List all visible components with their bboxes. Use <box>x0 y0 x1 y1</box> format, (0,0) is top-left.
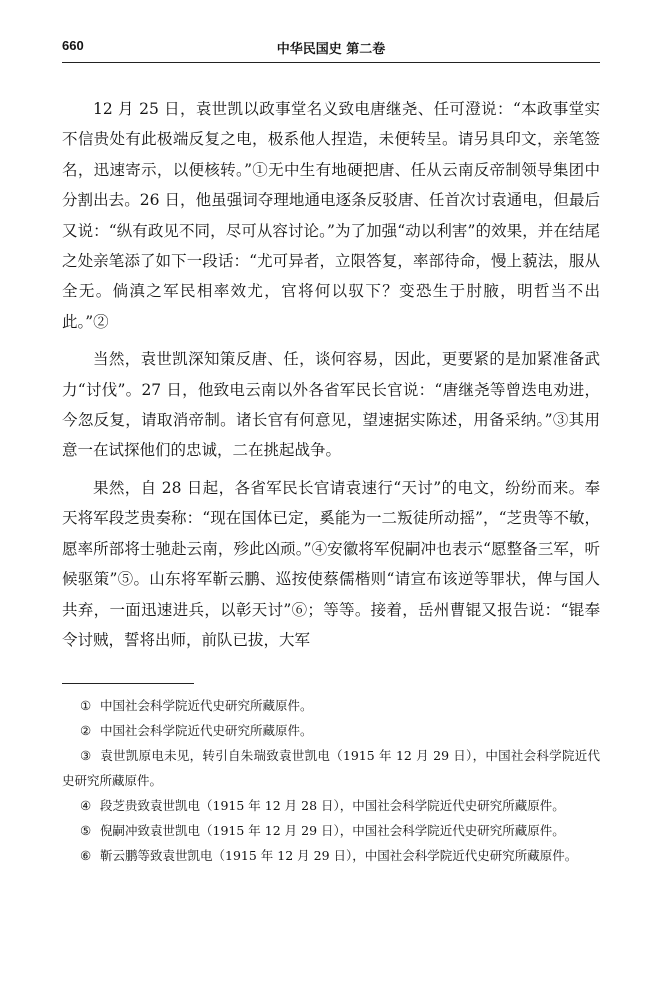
footnote-text: 中国社会科学院近代史研究所藏原件。 <box>100 723 313 738</box>
page-number: 660 <box>62 38 84 53</box>
paragraph: 12 月 25 日，袁世凯以政事堂名义致电唐继尧、任可澄说：“本政事堂实不信贵处有此极端反复之电，极系他人捏造，未便转呈。请另具印文，亲笔签名，迅速寄示，以便核转。”①无中生有地硬把唐、任从云南反帝制领导集团中分割出去。26 日，他虽强词夺理地通电逐条反驳唐、任首次讨袁通电，但最后又说：“纵有政见不同，尽可从容讨论。”为了加强“动以利害”的效果，并在结尾之处亲笔添了如下一段话：“尤可异者，立限答复，率部待命，慢上藐法，服从全无。倘滇之军民相率效尤，官将何以驭下？变恐生于肘腋，明哲当不出此。”② <box>62 100 600 331</box>
footnote-text: 段芝贵致袁世凯电（1915 年 12 月 28 日），中国社会科学院近代史研究所藏原件。 <box>100 798 565 813</box>
footnote-mark: ① <box>80 698 92 713</box>
paragraph: 当然，袁世凯深知策反唐、任，谈何容易，因此，更要紧的是加紧准备武力“讨伐”。27 日，他致电云南以外各省军民长官说：“唐继尧等曾迭电劝进，今忽反复，请取消帝制。诸长官有何意见，望速据实陈述，用备采纳。”③其用意一在试探他们的忠诚，二在挑起战争。 <box>62 350 600 460</box>
footnote-mark: ② <box>80 723 92 738</box>
footnote <box>62 743 600 793</box>
footnote <box>62 793 600 818</box>
footnote-mark: ⑥ <box>80 848 92 863</box>
footnote-mark: ④ <box>80 798 92 813</box>
footnote-text: 倪嗣冲致袁世凯电（1915 年 12 月 29 日），中国社会科学院近代史研究所藏原件。 <box>100 823 565 838</box>
footnote <box>62 843 600 868</box>
footnote-mark: ⑤ <box>80 823 92 838</box>
body-text <box>62 94 600 662</box>
footnote <box>62 693 600 718</box>
footnote-text: 中国社会科学院近代史研究所藏原件。 <box>100 698 313 713</box>
footnote <box>62 818 600 843</box>
footnote-mark: ③ <box>80 748 92 763</box>
footnote-text: 袁世凯原电未见，转引自朱瑞致袁世凯电（1915 年 12 月 29 日），中国社会科学院近代史研究所藏原件。 <box>62 748 600 788</box>
paragraph: 果然，自 28 日起，各省军民长官请袁速行“天讨”的电文，纷纷而来。奉天将军段芝贵奏称：“现在国体已定，奚能为一二叛徒所动摇”，“芝贵等不敏，愿率所部将士驰赴云南，殄此凶顽。”④安徽将军倪嗣冲也表示“愿整备三军，听候驱策”⑤。山东将军靳云鹏、巡按使蔡儒楷则“请宣布该逆等罪状，俾与国人共弃，一面迅速进兵，以彰天讨”⑥；等等。接着，岳州曹锟又报告说：“锟奉令讨贼，誓将出师，前队已拔，大军 <box>62 478 600 649</box>
footnotes <box>62 693 600 868</box>
running-header <box>62 38 600 60</box>
footnote-text: 靳云鹏等致袁世凯电（1915 年 12 月 29 日），中国社会科学院近代史研究所藏原件。 <box>100 848 578 863</box>
header-rule <box>62 62 600 63</box>
running-title: 中华民国史 第二卷 <box>276 42 386 57</box>
footnote-rule <box>62 683 194 684</box>
footnote <box>62 718 600 743</box>
